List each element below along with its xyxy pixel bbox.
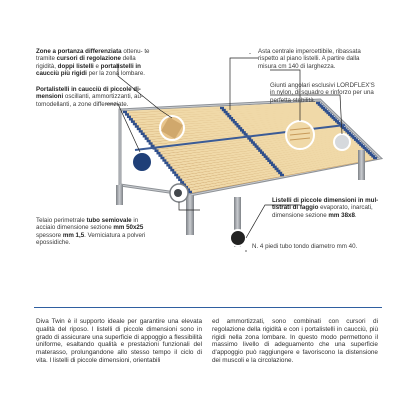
callout-telaio-text-1: Telaio perimetrale bbox=[36, 217, 87, 224]
description-left-column: Diva Twin è il supporto ideale per garantire una elevata qualità del riposo. I listelli di piccole dimensioni sono in grado di assicurare una superficie di appoggio a flessibilità uniforme, esaltando qualità e prestazioni funzionali del materasso, prolungandone allo stesso tempo il ciclo di vita. I listelli di piccole dimensioni, orientabili bbox=[36, 318, 202, 364]
slat-holder bbox=[127, 116, 131, 118]
callout-portalistelli bbox=[36, 86, 156, 108]
callout-zone-title: Zone a portanza differenziata bbox=[36, 48, 122, 55]
callout-giunti-line-1: Giunti angolari esclusivi LORDFLEX'S bbox=[270, 82, 375, 89]
slat-holder bbox=[131, 120, 135, 122]
leg-back-right bbox=[358, 150, 365, 180]
slat-holder bbox=[155, 150, 159, 152]
detail-holder-circle bbox=[132, 152, 152, 172]
slat-holder bbox=[135, 125, 139, 127]
callout-zone-text-5: e bbox=[93, 62, 101, 70]
slat-holder bbox=[125, 113, 129, 115]
slat-holder bbox=[139, 130, 143, 132]
callout-portalistelli-text-1: oscillanti, ammortizzanti, au- bbox=[63, 93, 143, 101]
callout-telaio-text-5: . Verniciatura a polveri bbox=[84, 231, 146, 239]
callout-listelli-bold-2: tistrati di faggio bbox=[272, 204, 319, 212]
slat-holder bbox=[170, 169, 174, 171]
slat-holder bbox=[145, 137, 149, 139]
description-right-column: ed ammortizzati, sono combinati con cursori di regolazione della rigidità e con i portalistelli in caucciù, più rigidi nella zona lombare. In questo modo permettono il massimo livello di adeguamento che una superficie d'appoggio può raggiungere e favoriscono la distensione dei muscoli e la circolazione. bbox=[212, 318, 378, 364]
callout-telaio-text-6: epossidiche. bbox=[36, 239, 71, 247]
callout-telaio-text-3: acciaio dimensione sezione bbox=[36, 224, 114, 232]
slat-holder bbox=[147, 140, 151, 142]
callout-zone-bold-2: cursori di regolazione bbox=[56, 55, 121, 63]
callout-telaio-bold-3: mm 1,5 bbox=[62, 231, 85, 239]
callout-zone-text-2: te tramite bbox=[36, 48, 150, 63]
callout-asta-line-3: misura cm 140 di larghezza. bbox=[258, 62, 336, 70]
callout-listelli-bold-3: mm 38x8 bbox=[328, 211, 355, 219]
callout-zone-bold-5: caucciù più rigidi bbox=[36, 70, 87, 78]
slat-holder bbox=[143, 135, 147, 137]
callout-piedi bbox=[252, 243, 392, 250]
slat-holder bbox=[156, 152, 160, 154]
section-divider bbox=[34, 307, 382, 308]
callout-telaio-bold-2: mm 50x25 bbox=[113, 224, 144, 232]
slat-holder bbox=[162, 159, 166, 161]
callout-zone-bold-3: doppi listelli bbox=[57, 62, 94, 70]
callout-zone-text-4: rigidità, bbox=[36, 62, 58, 70]
callout-listelli bbox=[272, 197, 384, 219]
callout-portalistelli-title: Portalistelli in caucciù di piccole di- bbox=[36, 86, 141, 93]
leg-front-left bbox=[116, 185, 123, 205]
slat-holder bbox=[141, 133, 145, 135]
slat-holder bbox=[178, 179, 182, 181]
callout-portalistelli-text-2: tomodellanti, a zone differenziate. bbox=[36, 100, 129, 108]
callout-listelli-text-2: dimensione sezione bbox=[272, 211, 329, 219]
callout-telaio bbox=[36, 217, 154, 247]
slat-holder bbox=[129, 118, 133, 120]
slat-holder bbox=[280, 174, 284, 176]
callout-giunti bbox=[270, 82, 390, 104]
callout-portalistelli-bold-2: mensioni bbox=[36, 93, 64, 101]
callout-giunti-line-3: perfetta stabilità. bbox=[270, 96, 316, 104]
slat-holder bbox=[164, 162, 168, 164]
slat-holder bbox=[158, 154, 162, 156]
slat-holder bbox=[176, 176, 180, 178]
callout-zone bbox=[36, 48, 154, 78]
slat-holder bbox=[160, 157, 164, 159]
callout-asta bbox=[258, 48, 378, 70]
slat-holder bbox=[168, 167, 172, 169]
callout-telaio-text-2: in bbox=[131, 217, 139, 224]
slat-holder bbox=[180, 181, 184, 183]
callout-giunti-line-2: in nylon, di squadro e rinforzo per una bbox=[270, 89, 374, 97]
callout-listelli-title: Listelli di piccole dimensioni in mul- bbox=[272, 197, 379, 204]
callout-zone-bold-4: portalistelli in bbox=[100, 62, 141, 70]
detail-joint-circle bbox=[334, 134, 350, 150]
slat-holder bbox=[137, 128, 141, 130]
callout-telaio-bold-1: tubo semiovale bbox=[86, 217, 132, 224]
leg-front-right bbox=[186, 195, 194, 235]
slat-holder bbox=[123, 111, 127, 113]
callout-listelli-text-1: evaporato, inarcati, bbox=[318, 204, 373, 212]
slat-holder bbox=[166, 164, 170, 166]
detail-foot-circle bbox=[230, 230, 246, 246]
slat-holder bbox=[149, 142, 153, 144]
slat-holder bbox=[172, 171, 176, 173]
callout-telaio-text-4: spessore bbox=[36, 231, 63, 239]
callout-zone-text-1: ottenu- bbox=[121, 48, 143, 55]
slat-holder bbox=[174, 174, 178, 176]
callout-listelli-text-3: . bbox=[354, 211, 357, 219]
callout-asta-line-1: Asta centrale impercettibile, ribassata bbox=[258, 48, 361, 55]
slat-holder bbox=[133, 123, 137, 125]
callout-piedi-line-1: N. 4 piedi tubo tondo diametro mm 40. bbox=[252, 243, 358, 250]
slat-holder bbox=[373, 157, 377, 159]
callout-zone-text-3: della bbox=[120, 55, 136, 63]
callout-asta-line-2: rispetto al piano listelli. A partire dalla bbox=[258, 55, 360, 63]
callout-zone-text-6: per la zona lombare. bbox=[86, 70, 146, 78]
